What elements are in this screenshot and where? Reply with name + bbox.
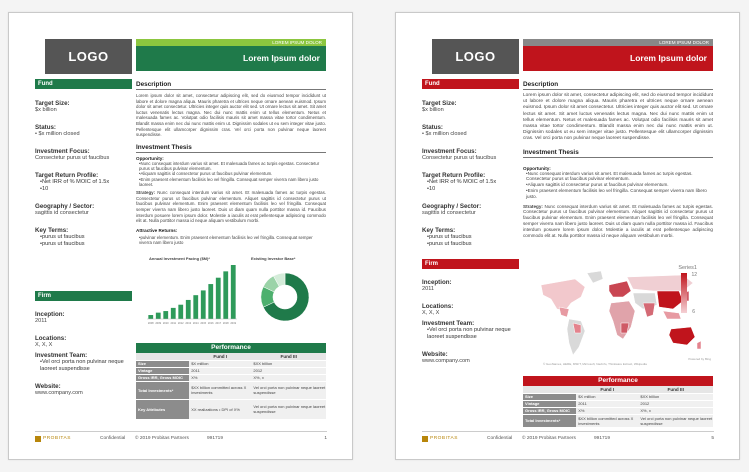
footer-copyright: © 2019 Probitas Partners [522,436,576,441]
document-page-1 [8,12,353,460]
description-header: Description [136,81,326,90]
tick-label: 2009 [155,322,162,325]
team-label: Investment Team: [35,352,88,359]
tick-label: 2016 [207,322,214,325]
brand-mark-icon [35,436,41,442]
main-content [523,77,713,238]
cell: 2011 [189,367,251,374]
cell: Vel orci porta non pulvinar neque laoreet suspendisse [251,399,326,419]
row-label: Size [136,360,189,367]
table-row [136,399,326,419]
row-label: Gross IRR, Gross MOIC [523,407,576,414]
map-legend-min: 6 [692,309,695,315]
page-footer [422,431,714,445]
row-label: Vintage [136,367,189,374]
focus-value: Consectetur purus ut faucibus [422,155,497,161]
cell: 2011 [576,400,638,407]
target-size-label: Target Size: [422,100,457,107]
world-map-chart [523,263,713,368]
team-label: Investment Team: [422,320,475,327]
footer-confidential: Confidential [487,436,513,441]
terms-item: • purus ut faucibus [427,241,519,248]
investor-base-chart [245,253,325,331]
cell: $XX billion committed across X investments [189,381,251,399]
footer-confidential: Confidential [100,436,126,441]
footer-doc-number: 991719 [594,436,611,441]
bar [193,295,198,319]
terms-label: Key Terms: [422,227,456,234]
target-size-label: Target Size: [35,100,70,107]
website-label: Website: [35,383,61,390]
firm-header: Firm [35,291,132,301]
table-row [136,367,326,374]
bar [231,265,236,319]
row-label: Key Attributes [136,399,189,419]
map-credit: Powered by Bing [688,357,711,361]
website-value[interactable]: www.company.com [422,358,470,364]
tick-label: 2010 [162,322,169,325]
target-size-value: $x billion [35,107,57,113]
logo: LOGO [432,39,519,74]
chart-title: Annual Investment Pacing ($M)* [149,256,210,261]
footer-brand [35,436,100,442]
terms-item: • purus ut faucibus [40,234,132,241]
tick-label: 2015 [200,322,207,325]
col-header: Fund I [189,353,251,360]
col-header: Fund III [251,353,326,360]
strategy-text: Nunc consequat interdum varius sit amet. Et malesuada fames ac turpis egestas. Consectetur purus ut faucibus pulvinar elementum. Aliquet sagittis id consectetur purus ut faucibus pulvinar elementum. Enim praesent elementum facilisis leo vel fringilla. Consequat semper viverra nam libero justo laoreet. Duis ut diam quam nulla porttitor massa id. Faucibus interdum posuere lorem ipsum dolor. Molestie a iaculis at erat pellentesque adipiscing commodo elit at. Nulla porttitor massa id neque aliquam vestibulum morbi. [136,190,326,224]
inception-label: Inception: [422,279,452,286]
map-legend-max: 12 [691,272,697,278]
thesis-header: Investment Thesis [136,144,326,153]
table-row [523,414,713,427]
website-value[interactable]: www.company.com [35,390,83,396]
bar [171,308,176,319]
firm-sidebar [422,259,519,365]
logo: LOGO [45,39,132,74]
cell: Vel orci porta non pulvinar neque laoreet suspendisse [640,415,713,426]
row-label: Total Investments* [523,414,576,427]
target-size-value: $x billion [422,107,444,113]
map-attribution: © GeoNames, HERE, MSFT, Microsoft, NavInfo, Thinkware Extract, Wikipedia [543,362,647,366]
return-label: Target Return Profile: [422,172,486,179]
row-label: Total Investments* [136,381,189,399]
tick-label: 2008 [147,322,154,325]
locations-value: X, X, X [35,342,53,348]
opportunity-item: • Enim praesent elementum facilisis leo vel fringilla. Consequat semper viverra nam libero justo. [526,188,713,200]
locations-value: X, X, X [422,310,440,316]
geo-label: Geography / Sector: [35,203,95,210]
document-page-5 [395,12,740,460]
strategy-label: Strategy: [136,190,156,196]
status-value: • $x million closed [35,131,80,137]
focus-label: Investment Focus: [422,148,477,155]
team-item: • Vel orci porta non pulvinar neque laoreet suspendisse [40,359,132,373]
tick-label: 2017 [215,322,222,325]
bar [216,278,221,319]
page-number: 1 [324,436,327,441]
performance-table-5 [523,376,713,428]
strategy-text: Nunc consequat interdum varius sit amet. Et malesuada fames ac turpis egestas. Consectetur purus ut faucibus pulvinar elementum. Aliquet sagittis id consectetur purus ut faucibus pulvinar elementum. Enim praesent elementum facilisis leo vel fringilla. Consequat semper viverra nam libero justo laoreet. Duis ut diam quam nulla porttitor massa id. Faucibus interdum posuere lorem ipsum dolor. Molestie a iaculis at erat pellentesque adipiscing commodo elit at. Nulla porttitor massa id neque aliquam vestibulum morbi. [523,203,713,238]
firm-header: Firm [422,259,519,269]
table-row [523,407,713,414]
tick-label: 2019 [230,322,237,325]
terms-item: • purus ut faucibus [427,234,519,241]
focus-label: Investment Focus: [35,148,90,155]
thesis-header: Investment Thesis [523,149,713,158]
bar [178,305,183,319]
tick-label: 2018 [222,322,229,325]
brand-text: PROBITAS [430,436,458,441]
terms-item: • purus ut faucibus [40,241,132,248]
cell: $X million [189,360,251,367]
cell: X% [576,407,638,414]
bar [163,311,168,319]
opportunity-label: Opportunity: [136,155,164,161]
map-legend-title: Series1 [678,265,697,271]
bar [186,300,191,319]
footer-doc-number: 991719 [207,436,224,441]
opportunity-item: • Enim praesent elementum facilisis leo vel fringilla. Consequat semper viverra nam libero justo laoreet. [139,177,326,188]
row-label: Gross IRR, Gross MOIC [136,374,189,381]
tick-label: 2012 [177,322,184,325]
performance-header: Performance [136,343,326,353]
bar [201,290,206,319]
cell: 2012 [251,367,326,374]
description-text: Lorem ipsum dolor sit amet, consectetur adipiscing elit, sed do eiusmod tempor incididunt ut labore et dolore magna aliqua. Mauris pharetra et ultrices neque ornare aenean euismod. Ipsum dolor sit amet consectetur. Ultricies integer quis auctor elit sed. Ut ornare lectus sit amet. Sit amet luctus venenatis lectus magna. Nec dui nunc mattis enim ut tellus elementum. Netus et malesuada fames ac. Volutpat odio facilisis mauris sit amet massa vitae tortor condimentum. Blandit massa enim nec dui nunc mattis enim ut. Dignissim sodales ut eu sem integer vitae justo. Pellentesque elit ullamcorper dignissim cras. Vel orci porta non pulvinar neque laoreet suspendisse. [523,93,713,142]
table-row [136,374,326,381]
status-label: Status: [422,124,443,131]
table-row [136,381,326,399]
tick-label: 2014 [192,322,199,325]
footer-copyright: © 2019 Probitas Partners [135,436,189,441]
opportunity-item: • Aliquam sagittis id consectetur purus ut faucibus pulvinar elementum. [139,171,326,176]
table-row [523,393,713,400]
title-banner [523,39,713,74]
geo-value: sagittis id consectetur [35,210,89,216]
cell: X%, x [251,374,326,381]
geo-label: Geography / Sector: [422,203,482,210]
row-label: Vintage [523,400,576,407]
return-item: • Net IRR of % MOIC of 1.5x [427,179,519,186]
focus-value: Consectetur purus ut faucibus [35,155,110,161]
attractive-item: • pulvinar elementum. Enim praesent elementum facilisis leo vel fringilla. Consequat semper viverra nam libero justo [139,235,326,246]
attractive-label: Attractive Returns: [136,227,178,233]
banner-subtitle: LOREM IPSUM DOLOR [523,39,713,46]
status-value: • $x million closed [422,131,467,137]
cell: $XX billion committed across X investments [576,414,638,427]
banner-title: Lorem Ipsum dolor [523,46,713,71]
col-header: Fund III [638,386,713,393]
fund-header: Fund [35,79,132,89]
inception-value: 2011 [422,286,435,292]
cell: $XX billion [638,393,713,400]
main-content [136,77,326,245]
banner-subtitle: LOREM IPSUM DOLOR [136,39,326,46]
opportunity-item: • Nunc consequat interdum varius sit amet. Et malesuada fames ac turpis egestas. Consectetur purus ut faucibus pulvinar elementum. [139,161,326,172]
description-text: Lorem ipsum dolor sit amet, consectetur adipiscing elit, sed do eiusmod tempor incididunt ut labore et dolore magna aliqua. Mauris pharetra et ultrices neque ornare aenean euismod. Ipsum dolor sit amet consectetur. Ultricies integer quis auctor elit sed. Ut ornare lectus sit amet. Sit amet luctus venenatis lectus magna. Nec dui nunc mattis enim ut tellus elementum. Netus et malesuada fames ac. Volutpat odio facilisis mauris sit amet massa vitae tortor condimentum. Blandit massa enim nec dui nunc mattis enim ut. Dignissim sodales ut eu sem integer vitae justo. Pellentesque elit ullamcorper dignissim cras. Vel orci porta non pulvinar neque laoreet suspendisse. [136,93,326,138]
cell: Vel orci porta non pulvinar neque laoreet suspendisse [251,381,326,399]
cell: X%, x [638,407,713,414]
team-item: • Vel orci porta non pulvinar neque laoreet suspendisse [427,327,519,341]
map-legend-gradient [681,273,687,313]
page-number: 5 [711,436,714,441]
bar [223,271,228,319]
return-label: Target Return Profile: [35,172,99,179]
bar [148,315,153,319]
performance-header: Performance [523,376,713,386]
inception-value: 2011 [35,318,48,324]
description-header: Description [523,81,713,90]
table-row [523,400,713,407]
website-label: Website: [422,351,448,358]
return-item: • 10 [40,186,132,193]
cell: XX realizations • DPI of X% [189,399,251,419]
locations-label: Locations: [422,303,454,310]
bar [208,284,213,319]
inception-label: Inception: [35,311,65,318]
fund-header: Fund [422,79,519,89]
opportunity-item: • Aliquam sagittis id consectetur purus ut faucibus pulvinar elementum. [526,182,713,188]
fund-sidebar [422,79,519,248]
tick-label: 2013 [185,322,192,325]
investment-pacing-chart [141,253,241,331]
performance-table-1 [136,343,326,420]
cell: $X million [576,393,638,400]
opportunity-label: Opportunity: [523,165,551,171]
banner-title: Lorem Ipsum dolor [136,46,326,71]
firm-sidebar [35,291,132,397]
page-footer [35,431,327,445]
geo-value: sagittis id consectetur [422,210,476,216]
return-item: • 10 [427,186,519,193]
chart-title: Existing Investor Base* [251,256,296,261]
cell: 2012 [638,400,713,407]
cell: X% [189,374,251,381]
bar [156,313,161,319]
title-banner [136,39,326,74]
terms-label: Key Terms: [35,227,69,234]
cell: $XX billion [251,360,326,367]
opportunity-item: • Nunc consequat interdum varius sit amet. Et malesuada fames ac turpis egestas. Consectetur purus ut faucibus pulvinar elementum. [526,171,713,183]
return-item: • Net IRR of % MOIC of 1.5x [40,179,132,186]
status-label: Status: [35,124,56,131]
locations-label: Locations: [35,335,67,342]
table-row [136,360,326,367]
strategy-label: Strategy: [523,203,543,209]
footer-brand [422,436,487,442]
fund-sidebar [35,79,132,248]
brand-text: PROBITAS [43,436,71,441]
tick-label: 2011 [170,322,177,325]
row-label: Size [523,393,576,400]
brand-mark-icon [422,436,428,442]
col-header: Fund I [576,386,638,393]
